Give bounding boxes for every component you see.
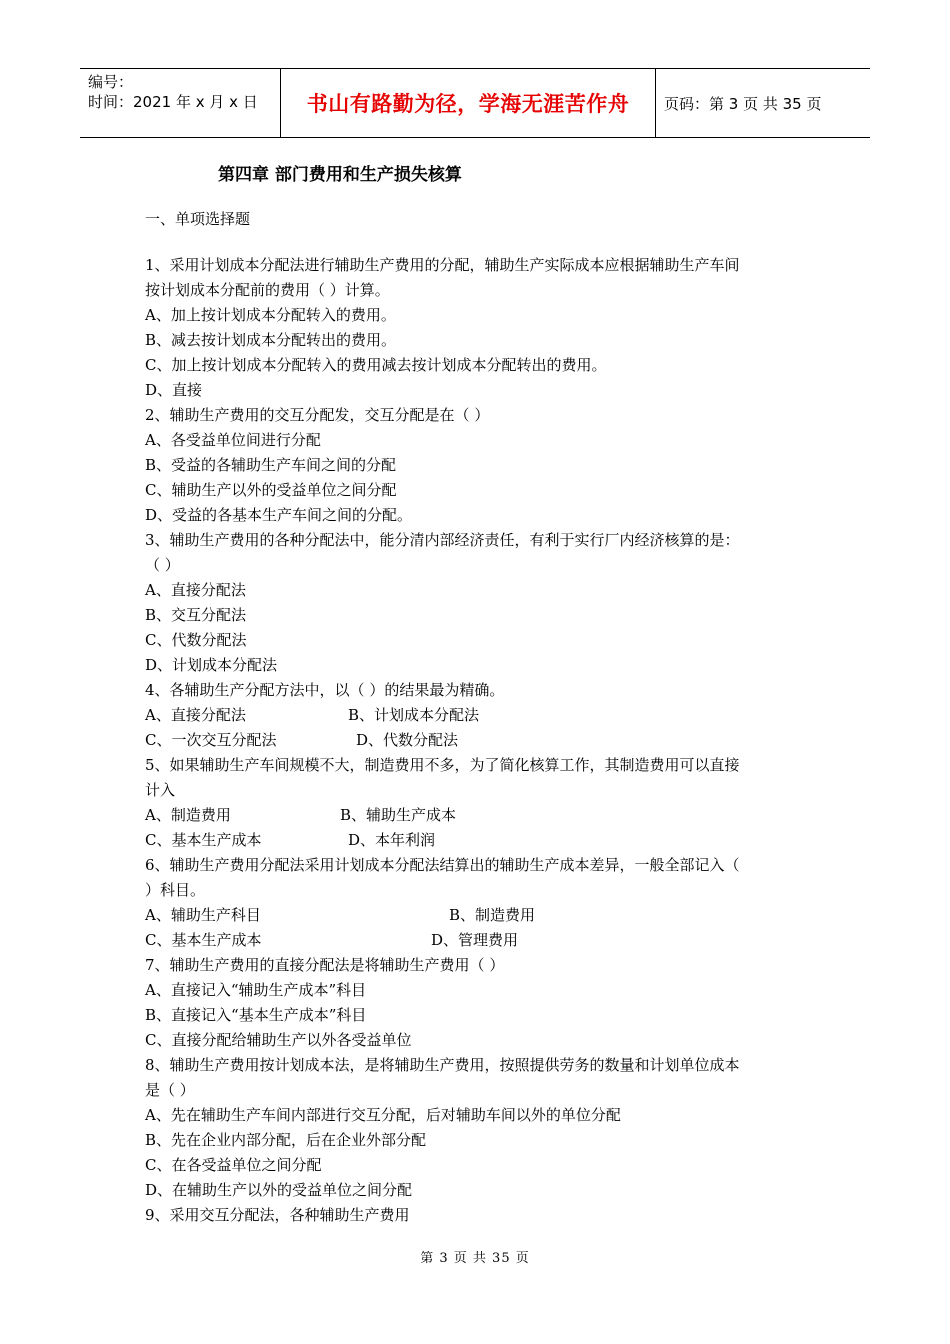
option-a: A、制造费用 — [145, 806, 231, 824]
time-label: 时间：2021 年 x 月 x 日 — [88, 93, 258, 111]
text-line: A、直接记入“辅助生产成本”科目 — [145, 981, 367, 999]
page-footer: 第 3 页 共 35 页 — [420, 1251, 530, 1266]
text-line: ）科目。 — [145, 881, 206, 899]
text-line: C、加上按计划成本分配转入的费用减去按计划成本分配转出的费用。 — [145, 356, 607, 374]
text-line: D、直接 — [145, 381, 203, 399]
option-row — [145, 828, 815, 853]
text-line: A、先在辅助生产车间内部进行交互分配，后对辅助车间以外的单位分配 — [145, 1106, 621, 1124]
page-header — [80, 68, 870, 138]
option-c: C、基本生产成本 — [145, 931, 262, 949]
option-a: A、直接分配法 — [145, 706, 246, 724]
option-row — [145, 928, 815, 953]
header-meta — [80, 69, 280, 137]
text-line: C、辅助生产以外的受益单位之间分配 — [145, 481, 397, 499]
option-b: B、辅助生产成本 — [340, 806, 457, 824]
text-line: 2、辅助生产费用的交互分配发，交互分配是在（ ） — [145, 406, 490, 424]
question-list — [145, 253, 815, 1228]
option-a: A、辅助生产科目 — [145, 906, 261, 924]
text-line: 按计划成本分配前的费用（ ）计算。 — [145, 281, 390, 299]
text-line: 计入 — [145, 781, 176, 799]
text-line: B、减去按计划成本分配转出的费用。 — [145, 331, 397, 349]
text-line: A、加上按计划成本分配转入的费用。 — [145, 306, 396, 324]
option-c: C、一次交互分配法 — [145, 731, 277, 749]
text-line: B、直接记入“基本生产成本”科目 — [145, 1006, 367, 1024]
text-line: 9、采用交互分配法，各种辅助生产费用 — [145, 1206, 410, 1224]
option-row — [145, 803, 815, 828]
option-d: D、管理费用 — [431, 931, 519, 949]
text-line: B、先在企业内部分配，后在企业外部分配 — [145, 1131, 427, 1149]
option-b: B、制造费用 — [449, 906, 536, 924]
chapter-title: 第四章 部门费用和生产损失核算 — [218, 165, 462, 185]
header-motto-cell — [280, 69, 656, 137]
text-line: D、计划成本分配法 — [145, 656, 278, 674]
text-line: 8、辅助生产费用按计划成本法，是将辅助生产费用，按照提供劳务的数量和计划单位成本 — [145, 1056, 740, 1074]
text-line: 5、如果辅助生产车间规模不大，制造费用不多，为了简化核算工作，其制造费用可以直接 — [145, 756, 740, 774]
text-line: A、直接分配法 — [145, 581, 246, 599]
option-row — [145, 903, 815, 928]
text-line: （ ） — [145, 556, 180, 574]
text-line: 6、辅助生产费用分配法采用计划成本分配法结算出的辅助生产成本差异，一般全部记入（ — [145, 856, 740, 874]
text-line: A、各受益单位间进行分配 — [145, 431, 321, 449]
section-heading: 一、单项选择题 — [145, 210, 251, 228]
text-line: D、受益的各基本生产车间之间的分配。 — [145, 506, 413, 524]
text-line: C、直接分配给辅助生产以外各受益单位 — [145, 1031, 412, 1049]
option-b: B、计划成本分配法 — [348, 706, 480, 724]
text-line: B、受益的各辅助生产车间之间的分配 — [145, 456, 397, 474]
text-line: C、在各受益单位之间分配 — [145, 1156, 322, 1174]
option-row — [145, 703, 815, 728]
text-line: B、交互分配法 — [145, 606, 247, 624]
option-c: C、基本生产成本 — [145, 831, 262, 849]
text-line: D、在辅助生产以外的受益单位之间分配 — [145, 1181, 413, 1199]
header-page-info: 页码：第 3 页 共 35 页 — [664, 94, 822, 113]
option-row — [145, 728, 815, 753]
text-line: C、代数分配法 — [145, 631, 247, 649]
option-d: D、本年利润 — [348, 831, 436, 849]
text-line: 是（ ） — [145, 1081, 195, 1099]
text-line: 1、采用计划成本分配法进行辅助生产费用的分配，辅助生产实际成本应根据辅助生产车间 — [145, 256, 740, 274]
number-label: 编号： — [88, 73, 134, 91]
text-line: 4、各辅助生产分配方法中，以（ ）的结果最为精确。 — [145, 681, 505, 699]
text-line: 3、辅助生产费用的各种分配法中，能分清内部经济责任，有利于实行厂内经济核算的是： — [145, 531, 740, 549]
option-d: D、代数分配法 — [356, 731, 459, 749]
text-line: 7、辅助生产费用的直接分配法是将辅助生产费用（ ） — [145, 956, 505, 974]
header-motto: 书山有路勤为径，学海无涯苦作舟 — [306, 92, 630, 116]
